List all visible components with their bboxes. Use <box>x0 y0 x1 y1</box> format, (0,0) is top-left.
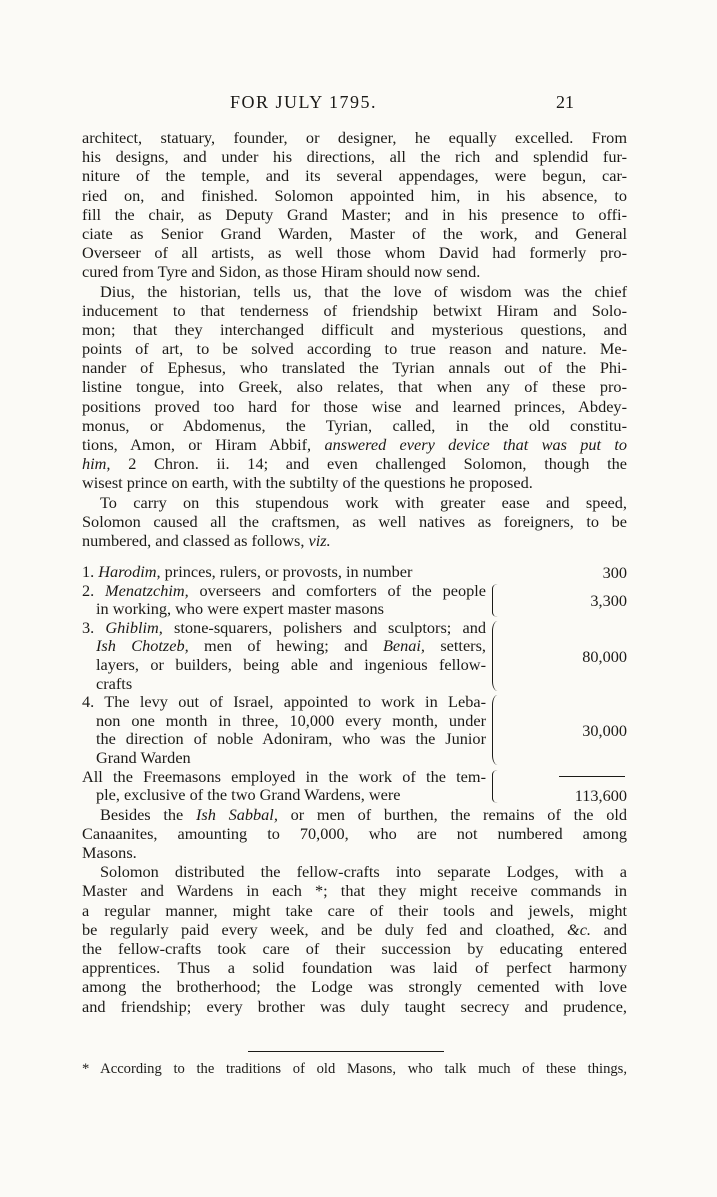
text-line: Solomon distributed the fellow-crafts into separate Lodges, with a <box>100 862 627 882</box>
crafts-row <box>82 582 627 619</box>
text-line: mon; that they interchanged difficult and mysterious questions, and <box>82 319 627 339</box>
text-line: To carry on this stupendous work with greater ease and speed, <box>100 492 627 512</box>
footnote-rule <box>248 1051 444 1052</box>
text-line <box>82 582 486 601</box>
text-line: Solomon caused all the craftsmen, as well natives as foreigners, to be <box>82 511 627 531</box>
text-line: and friendship; every brother was duly taught secrecy and prudence, <box>82 996 627 1016</box>
text-line: ried on, and finished. Solomon appointed him, in his absence, to <box>82 185 627 205</box>
text-line: ple, exclusive of the two Grand Wardens, were <box>96 785 401 805</box>
row-text: stone-squarers, polishers and sculptors; and <box>174 617 486 637</box>
body-text-continued <box>82 805 627 1016</box>
page-number: 21 <box>556 92 574 112</box>
text-line: the direction of noble Adoniram, who was the Junior <box>96 729 486 749</box>
row-number: 1. <box>82 562 95 581</box>
text-run: 2 Chron. ii. 14; and even challenged Solomon, though the <box>128 454 628 474</box>
text-line: Dius, the historian, tells us, that the love of wisdom was the chief <box>100 281 627 301</box>
text-line: nander of Ephesus, who translated the Tyrian annals out of the Phi- <box>82 358 627 378</box>
crafts-row <box>82 619 627 693</box>
text-line: monus, or Abdomenus, the Tyrian, called, in the old constitu- <box>82 415 627 435</box>
text-line: positions proved too hard for those wise and learned princes, Abdey- <box>82 396 627 416</box>
text-line <box>82 454 627 473</box>
text-line: ciate as Senior Grand Warden, Master of the work, and General <box>82 223 627 243</box>
row-text: overseers and comforters of the people <box>199 580 486 600</box>
text-line: points of art, to be solved according to true reason and nature. Me- <box>82 339 627 359</box>
craft-term: Harodim, <box>98 562 161 581</box>
text-line: inducement to that tenderness of friendship betwixt Hiram and Solo- <box>82 300 627 320</box>
brace <box>492 621 503 691</box>
craft-term: Ghiblim, <box>105 617 163 637</box>
text-line: apprentices. Thus a solid foundation was laid of perfect harmony <box>82 958 627 978</box>
row-text: The levy out of Israel, appointed to work in Leba- <box>104 692 486 712</box>
text-line <box>82 920 627 939</box>
text-line: Overseer of all artists, as well those whom David had formerly pro- <box>82 243 627 263</box>
text-line <box>82 619 486 638</box>
row-number: 3. <box>82 617 95 637</box>
italic-phrase: &c. <box>567 919 592 939</box>
italic-phrase: viz. <box>308 530 331 550</box>
craft-term: Benai, <box>382 636 425 656</box>
text-line: crafts <box>96 673 133 693</box>
brace <box>492 770 503 803</box>
text-line <box>82 531 627 550</box>
text-line: non one month in three, 10,000 every month, under <box>96 710 486 730</box>
page-header <box>0 92 717 118</box>
text-line <box>82 563 486 582</box>
text-line <box>82 435 627 454</box>
row-value: 3,300 <box>590 590 627 610</box>
text-line: a regular manner, might take care of their tools and jewels, might <box>82 900 627 920</box>
row-value: 30,000 <box>582 721 627 741</box>
row-number: 4. <box>82 692 95 712</box>
craft-term: Menatzchim, <box>105 580 189 600</box>
text-run: and <box>603 919 627 939</box>
text-line: niture of the temple, and its several appendages, were begun, car- <box>82 166 627 186</box>
text-line: the fellow-crafts took care of their succession by educating entered <box>82 939 627 959</box>
text-line: Master and Wardens in each *; that they might receive commands in <box>82 881 627 901</box>
text-line <box>82 637 486 656</box>
brace <box>492 695 503 765</box>
row-number: 2. <box>82 580 95 600</box>
italic-phrase: answered every device that was put to <box>324 435 628 454</box>
text-run: numbered, and classed as follows, <box>82 530 305 550</box>
text-run: tions, Amon, or Hiram Abbif, <box>82 435 312 454</box>
text-line: his designs, and under his directions, all the rich and splendid fur- <box>82 147 627 167</box>
text-line: cured from Tyre and Sidon, as those Hiram should now send. <box>82 262 481 282</box>
running-title: FOR JULY 1795. <box>230 92 378 112</box>
text-line: Canaanites, amounting to 70,000, who are not numbered among <box>82 823 627 843</box>
text-run: Besides the <box>100 804 184 824</box>
text-line <box>82 693 486 712</box>
footnote <box>82 1060 627 1079</box>
text-line: among the brotherhood; the Lodge was strongly cemented with love <box>82 977 627 997</box>
text-line: Grand Warden <box>96 747 191 767</box>
text-line <box>82 805 627 824</box>
footnote-line: * According to the traditions of old Masons, who talk much of these things, <box>82 1061 627 1077</box>
row-text: princes, rulers, or provosts, in number <box>164 562 413 581</box>
crafts-total-row <box>82 768 627 805</box>
body-text <box>82 128 627 550</box>
text-line: listine tongue, into Greek, also relates, that when any of these pro- <box>82 377 627 397</box>
total-value: 113,600 <box>574 785 627 805</box>
craft-term: Ish Chotzeb, <box>96 636 189 656</box>
text-line: layers, or builders, being able and ingenious fellow- <box>96 654 486 674</box>
brace <box>492 584 503 617</box>
text-line: in working, who were expert master masons <box>96 599 385 619</box>
row-value: 300 <box>602 563 627 582</box>
crafts-row <box>82 693 627 767</box>
text-line: wisest prince on earth, with the subtilty of the questions he proposed. <box>82 473 533 493</box>
italic-phrase: Ish Sabbal, <box>195 804 278 824</box>
text-run: be regularly paid every week, and be duly fed and cloathed, <box>82 919 555 939</box>
crafts-table <box>82 563 627 1016</box>
text-run: or men of burthen, the remains of the old <box>290 804 628 824</box>
row-value: 80,000 <box>582 646 627 666</box>
row-text: men of hewing; and <box>204 636 368 656</box>
row-text: setters, <box>440 636 487 656</box>
text-line: All the Freemasons employed in the work of the tem- <box>82 766 486 786</box>
italic-phrase: him, <box>82 454 111 474</box>
text-line: Masons. <box>82 843 137 863</box>
text-line: architect, statuary, founder, or designer, he equally excelled. From <box>82 128 627 147</box>
crafts-row <box>82 563 627 582</box>
sum-rule <box>559 776 625 777</box>
text-line: fill the chair, as Deputy Grand Master; and in his presence to offi- <box>82 204 627 224</box>
